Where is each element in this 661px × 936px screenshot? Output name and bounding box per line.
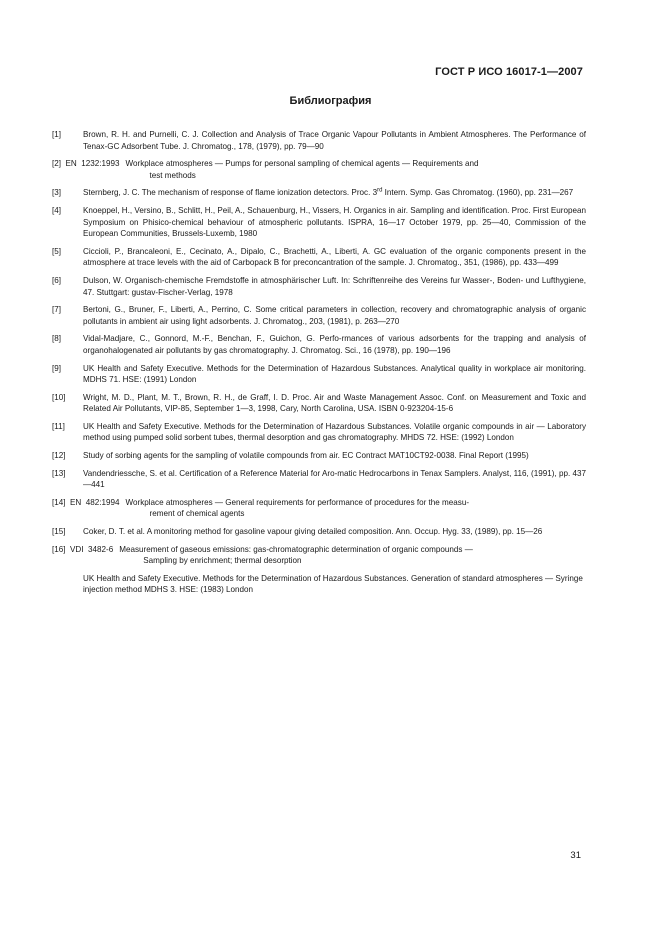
- reference-item-13: [52, 468, 586, 491]
- reference-number: [14] EN 482:1994: [52, 497, 120, 507]
- reference-number: [15]: [52, 527, 66, 537]
- reference-item-1: [52, 129, 586, 152]
- reference-number: [4]: [52, 205, 61, 215]
- reference-item-9: [52, 363, 586, 386]
- reference-body: [119, 544, 586, 567]
- reference-text: Study of sorbing agents for the sampling of volatile compounds from air. EC Contract MAT10CT92-0038. Final Report (1995): [83, 451, 529, 461]
- reference-text: Wright, M. D., Plant, M. T., Brown, R. H., de Graff, I. D. Proc. Air and Waste Management Assoc. Conf. on Measurement and Toxic and Related Air Pollutants, VIP-85, September 1—3, 1998, Cary, North Carolina, USA. ISBN 0-923204-15-6: [83, 392, 586, 414]
- reference-item-12: [52, 450, 586, 462]
- reference-body: [126, 158, 587, 181]
- reference-text: UK Health and Safety Executive. Methods for the Determination of Hazardous Substances. Volatile organic compounds in air — Laboratory method using pumped solid sorbent tubes, thermal desorption and gas chromatography. MHDS 72. HSE: (1992) London: [83, 421, 586, 443]
- reference-text: Sternberg, J. C. The mechanism of response of flame ionization detectors. Proc. 3: [83, 188, 378, 198]
- superscript: rd: [377, 187, 383, 194]
- reference-number: [5]: [52, 246, 61, 256]
- reference-item-15: [52, 526, 586, 538]
- reference-number: [10]: [52, 392, 66, 402]
- reference-item-8: [52, 333, 586, 356]
- reference-text: Vidal-Madjare, C., Gonnord, M.-F., Benchan, F., Guichon, G. Perfo-rmances of various adsorbents for the trapping and analysis of organohalogenated air pollutants by gas chromatography. J. Chromatog. Sci., 16 (1978), pp. 190—196: [83, 334, 586, 355]
- reference-text: Bertoni, G., Bruner, F., Liberti, A., Perrino, C. Some critical parameters in collection, recovery and chromatographic analysis of organic pollutants in ambient air using light adsorbents. J. Chromatog., 203, (1981), p. 263—270: [83, 305, 586, 326]
- reference-item-6: [52, 275, 586, 298]
- reference-number: [1]: [52, 130, 61, 139]
- reference-item-10: [52, 392, 586, 415]
- reference-item-5: [52, 246, 586, 269]
- reference-text: Brown, R. H. and Purnelli, C. J. Collection and Analysis of Trace Organic Vapour Pollutants in Ambient Atmospheres. The Performance of Tenax-GC Adsorbent Tube. J. Chromatog., 178, (1979), pp. 79—90: [83, 130, 586, 151]
- reference-number: [3]: [52, 188, 61, 198]
- reference-text-continuation: rement of chemical agents: [149, 509, 245, 519]
- reference-body: [126, 497, 587, 520]
- reference-item-unnumbered: UK Health and Safety Executive. Methods for the Determination of Hazardous Substances. Generation of standard atmospheres — Syringe injection method MDHS 3. HSE: (1983) London: [83, 573, 583, 595]
- document-standard-header: ГОСТ Р ИСО 16017-1—2007: [435, 66, 583, 78]
- reference-number: [8]: [52, 334, 61, 344]
- reference-number: [6]: [52, 275, 61, 285]
- reference-number: [2] EN 1232:1993: [52, 159, 120, 169]
- reference-item-7: [52, 304, 586, 327]
- reference-item-3: [52, 187, 586, 199]
- reference-item-11: [52, 421, 586, 444]
- reference-item-2: [52, 158, 586, 181]
- reference-text: Workplace atmospheres — General requirements for performance of procedures for the measu-: [125, 497, 470, 507]
- reference-text: Dulson, W. Organisch-chemische Fremdstoffe in atmosphärischer Luft. In: Schriftenreihe des Vereins fur Wasser-, Boden- und Lufthygiene, 47. Stuttgart: gustav-Fischer-Verlag, 1978: [83, 275, 586, 297]
- bibliography-list: [52, 129, 586, 596]
- reference-number: [13]: [52, 468, 66, 478]
- reference-text-continuation: test methods: [149, 170, 196, 180]
- page-number: 31: [570, 850, 581, 861]
- reference-text: Workplace atmospheres — Pumps for personal sampling of chemical agents — Requirements and: [125, 159, 479, 169]
- bibliography-title: Библиография: [289, 95, 372, 107]
- reference-number: [11]: [52, 421, 65, 431]
- reference-number: [16] VDI 3482-6: [52, 544, 114, 554]
- reference-item-14: [52, 497, 586, 520]
- reference-text: UK Health and Safety Executive. Methods for the Determination of Hazardous Substances. Analytical quality in workplace air monitoring. MDHS 71. HSE: (1991) London: [83, 363, 586, 385]
- reference-text: Vandendriessche, S. et al. Certification of a Reference Material for Aro-matic Hedrocarbons in Tenax Samplers. Analyst, 116, (1991), pp. 437—441: [83, 468, 586, 490]
- reference-number: [12]: [52, 451, 66, 461]
- reference-body: [83, 187, 586, 199]
- reference-text: Knoeppel, H., Versino, B., Schlitt, H., Peil, A., Schauenburg, H., Vissers, H. Organics in air. Sampling and identification. Proc. First European Symposium on Phisico-chemical behaviour of atmospheric pollutants. ISPRA, 16—17 October 1979, pp. 25—40, Commission of the European Communities, Brussels-Luxemb, 1980: [83, 205, 586, 239]
- reference-text-end: Intern. Symp. Gas Chromatog. (1960), pp. 231—267: [382, 188, 574, 198]
- reference-text: Ciccioli, P., Brancaleoni, E., Cecinato, A., Dipalo, C., Brachetti, A., Liberti, A. GC evaluation of the organic components present in the atmosphere at trace levels with the aid of Carbopack B for preconcantration of the sample. J. Chromatog., 351, (1986), pp. 433—499: [83, 246, 586, 268]
- reference-text: Measurement of gaseous emissions: gas-chromatographic determination of organic compounds —: [119, 544, 473, 554]
- reference-text-continuation: Sampling by enrichment; thermal desorption: [143, 556, 302, 566]
- reference-number: [7]: [52, 305, 61, 315]
- reference-number: [9]: [52, 363, 61, 373]
- reference-item-16: [52, 544, 586, 567]
- reference-text: Coker, D. T. et al. A monitoring method for gasoline vapour giving detailed composition. Ann. Occup. Hyg. 33, (1989), pp. 15—26: [83, 527, 543, 537]
- reference-item-4: [52, 205, 586, 240]
